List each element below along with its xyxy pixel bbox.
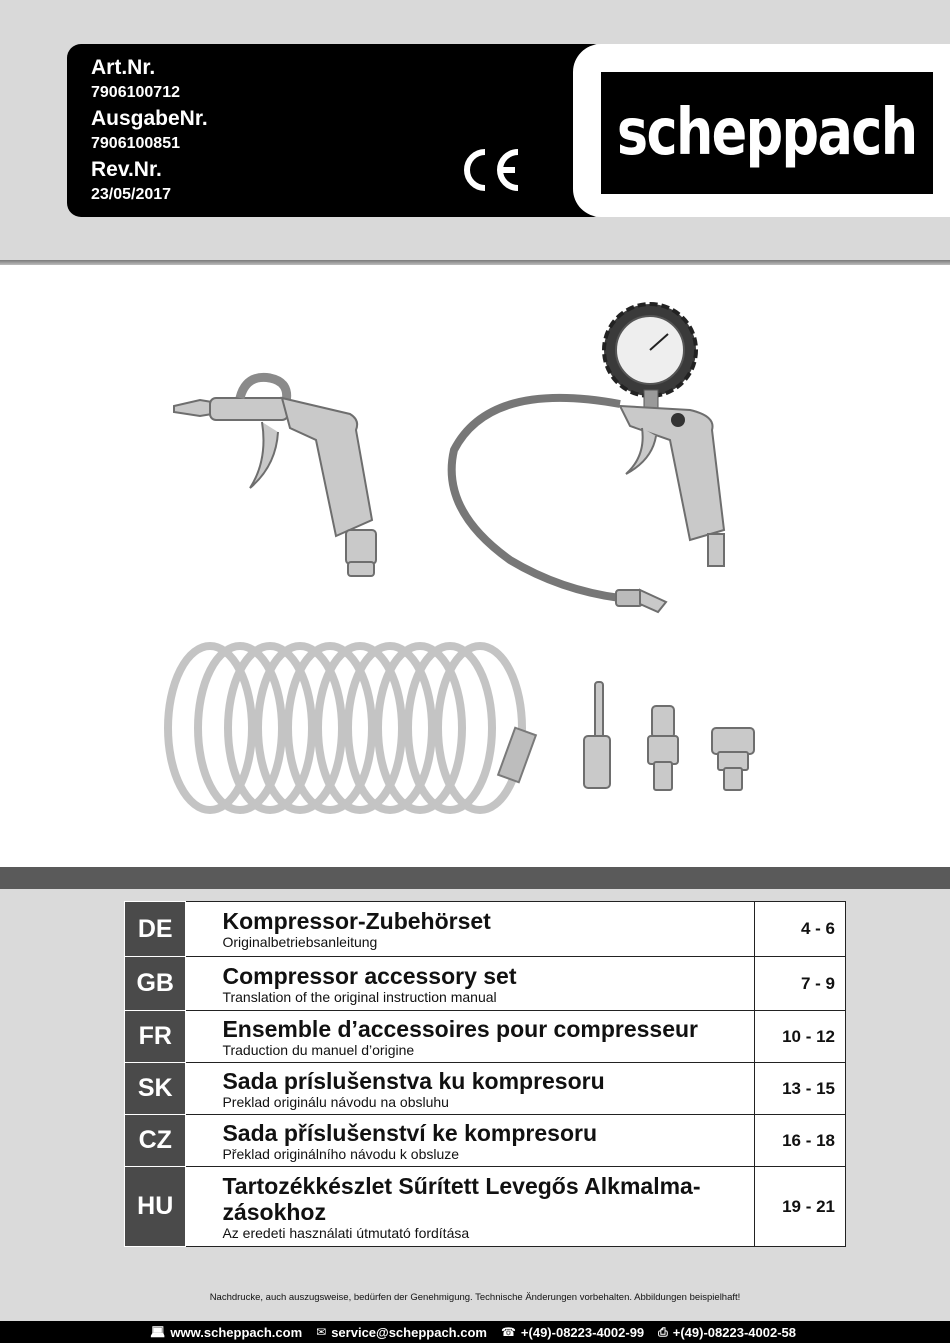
phone-contact	[501, 1325, 644, 1340]
computer-icon: 💻︎	[150, 1325, 166, 1339]
language-row-hu	[125, 1167, 846, 1247]
brand-logo-area	[573, 44, 950, 217]
fax-icon: ⎙	[658, 1324, 668, 1339]
fax-contact	[658, 1325, 796, 1340]
language-code: GB	[125, 957, 186, 1011]
email-contact[interactable]	[316, 1325, 487, 1340]
fax-number: +(49)-08223-4002-58	[672, 1324, 796, 1340]
manual-title: Sada příslušenství ke kompresoru	[222, 1119, 597, 1146]
spiral-hose-image	[168, 646, 536, 810]
website-link[interactable]: www.scheppach.com	[170, 1324, 303, 1340]
thread-adapter-image	[712, 728, 754, 790]
language-code: DE	[125, 902, 186, 957]
contact-footer	[0, 1321, 950, 1343]
manual-title: Ensemble d’accessoires pour compresseur	[222, 1015, 698, 1042]
manual-title: Compressor accessory set	[222, 962, 517, 989]
article-info-box	[67, 44, 607, 217]
email-link[interactable]: service@scheppach.com	[331, 1324, 487, 1340]
page-range: 10 - 12	[754, 1011, 845, 1063]
inflation-needle-image	[584, 682, 610, 788]
telephone-icon: ☎	[500, 1325, 516, 1339]
language-row-gb	[125, 957, 846, 1011]
manual-title: Kompressor-Zubehörset	[222, 908, 491, 934]
ausgabe-nr-label: AusgabeNr.	[91, 107, 208, 130]
page-range: 19 - 21	[754, 1167, 845, 1247]
rev-nr-value: 23/05/2017	[91, 186, 172, 203]
product-illustration	[150, 290, 800, 850]
manual-title: Sada príslušenstva ku kompresoru	[222, 1067, 605, 1094]
manual-subtitle: Originalbetriebsanleitung	[222, 934, 378, 950]
tyre-inflator-image	[452, 304, 724, 612]
language-code: SK	[125, 1063, 186, 1115]
brand-logo	[601, 72, 933, 194]
art-nr-label: Art.Nr.	[91, 56, 156, 79]
manual-subtitle: Translation of the original instruction manual	[222, 988, 497, 1005]
envelope-icon: ✉	[316, 1325, 327, 1339]
language-row-fr	[125, 1011, 846, 1063]
legal-footnote: Nachdrucke, auch auszugsweise, bedürfen der Genehmigung. Technische Änderungen vorbehalten. Abbildungen beispielhaft!	[209, 1292, 741, 1303]
blow-gun-image	[174, 377, 376, 576]
language-row-cz	[125, 1115, 846, 1167]
quick-coupler-plug-image	[648, 706, 678, 790]
page-range: 16 - 18	[754, 1115, 845, 1167]
phone-number: +(49)-08223-4002-99	[520, 1324, 645, 1340]
ausgabe-nr-value: 7906100851	[91, 135, 180, 152]
ce-mark-icon	[455, 144, 525, 196]
art-nr-value: 7906100712	[91, 84, 180, 101]
manual-subtitle: Az eredeti használati útmutató fordítása	[222, 1224, 470, 1241]
page-range: 4 - 6	[754, 902, 845, 957]
rev-nr-label: Rev.Nr.	[91, 158, 162, 181]
manual-subtitle: Překlad originálního návodu k obsluze	[222, 1145, 460, 1162]
manual-subtitle: Traduction du manuel d’origine	[222, 1041, 415, 1058]
language-row-de	[125, 902, 846, 957]
section-divider	[0, 867, 950, 889]
brand-name: scheppach	[617, 96, 917, 170]
language-index-table	[124, 901, 846, 1247]
language-row-sk	[125, 1063, 846, 1115]
page-range: 7 - 9	[754, 957, 845, 1011]
language-code: CZ	[125, 1115, 186, 1167]
language-code: FR	[125, 1011, 186, 1063]
website-contact[interactable]	[150, 1325, 302, 1340]
manual-title: Tartozékkészlet Sűrített Levegős Alkmalma-zásokhoz	[222, 1172, 701, 1225]
page-range: 13 - 15	[754, 1063, 845, 1115]
language-code: HU	[125, 1167, 186, 1247]
manual-subtitle: Preklad originálu návodu na obsluhu	[222, 1093, 449, 1110]
header-divider	[0, 260, 950, 265]
